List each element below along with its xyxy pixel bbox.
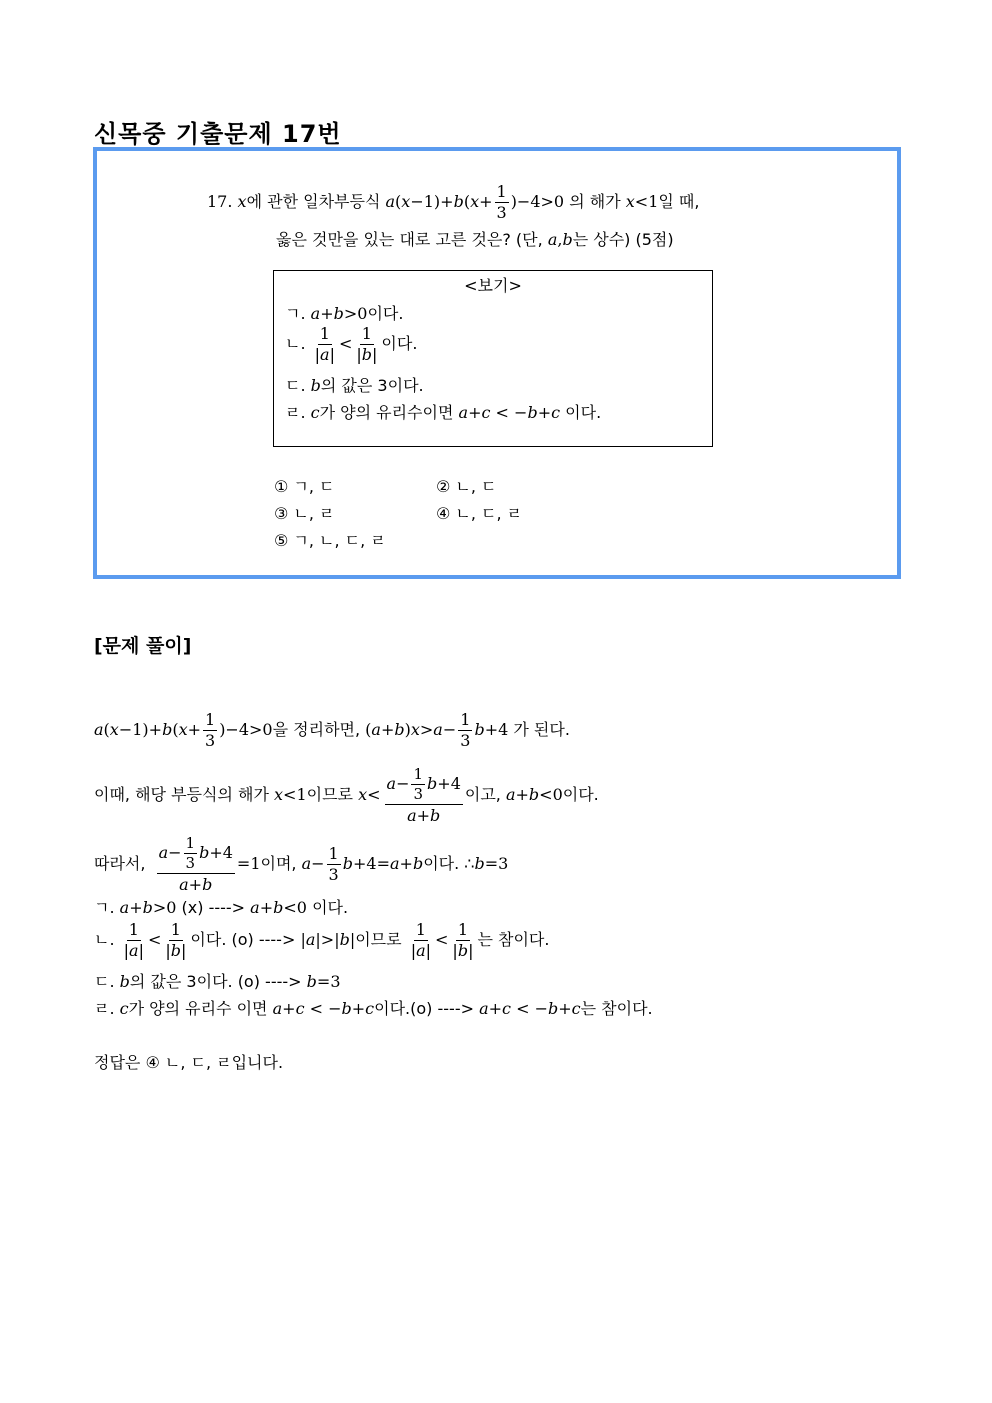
choice-3[interactable]: ③ ㄴ, ㄹ: [274, 504, 335, 523]
choice-5[interactable]: ⑤ ㄱ, ㄴ, ㄷ, ㄹ: [274, 531, 386, 550]
solution-line-3: 따라서, a− $\frac{1}{3}$ b+4 a+b =1이며, a− $\frac{1}{3}$ b+4=a+b이다. ∴b=3: [94, 834, 509, 894]
bogi-item-c: ㄷ. b의 값은 3이다.: [285, 376, 424, 395]
bogi-item-a: ㄱ. a+b>0이다.: [285, 304, 404, 323]
solution-line-2: 이때, 해당 부등식의 해가 x<1이므로 x< a− $\frac{1}{3}$ b+4 a+b 이고, a+b<0이다.: [94, 765, 599, 825]
solution-line-1: a(x−1)+b(x+ $\frac{1}{3}$ )−4>0을 정리하면, (a+b)x>a− $\frac{1}{3}$ b+4 가 된다.: [94, 710, 570, 750]
bogi-item-d: ㄹ. c가 양의 유리수이면 a+c < −b+c 이다.: [285, 403, 602, 422]
question-line-2: 옳은 것만을 있는 대로 고른 것은? (단, a,b는 상수) (5점): [276, 230, 674, 249]
choice-2[interactable]: ② ㄴ, ㄷ: [436, 477, 497, 496]
solution-heading: [문제 풀이]: [94, 635, 192, 657]
solution-line-5: ㄴ. $\frac{1}{|a|}$ < $\frac{1}{|b|}$ 이다. (o) ----> |a|>|b|이므로 $\frac{1}{|a|}$ < $\frac{1}{|b|}$ 는 참이다.: [94, 920, 550, 960]
solution-line-4: ㄱ. a+b>0 (x) ----> a+b<0 이다.: [94, 898, 349, 917]
bogi-box: [273, 270, 713, 447]
choice-4[interactable]: ④ ㄴ, ㄷ, ㄹ: [436, 504, 523, 523]
page-title: 신목중 기출문제 17번: [94, 120, 342, 148]
bogi-header: <보기>: [464, 276, 522, 295]
question-line-1: 17. x에 관한 일차부등식 a(x−1)+b(x+ $\frac{1}{3}$ )−4>0 의 해가 x<1일 때,: [207, 182, 700, 222]
solution-line-7: ㄹ. c가 양의 유리수 이면 a+c < −b+c이다.(o) ----> a+c < −b+c는 참이다.: [94, 999, 653, 1018]
answer-line: 정답은 ④ ㄴ, ㄷ, ㄹ입니다.: [94, 1053, 284, 1072]
solution-line-6: ㄷ. b의 값은 3이다. (o) ----> b=3: [94, 972, 341, 991]
choice-1[interactable]: ① ㄱ, ㄷ: [274, 477, 335, 496]
bogi-item-b: ㄴ. $\frac{1}{|a|}$ < $\frac{1}{|b|}$ 이다.: [285, 324, 418, 364]
